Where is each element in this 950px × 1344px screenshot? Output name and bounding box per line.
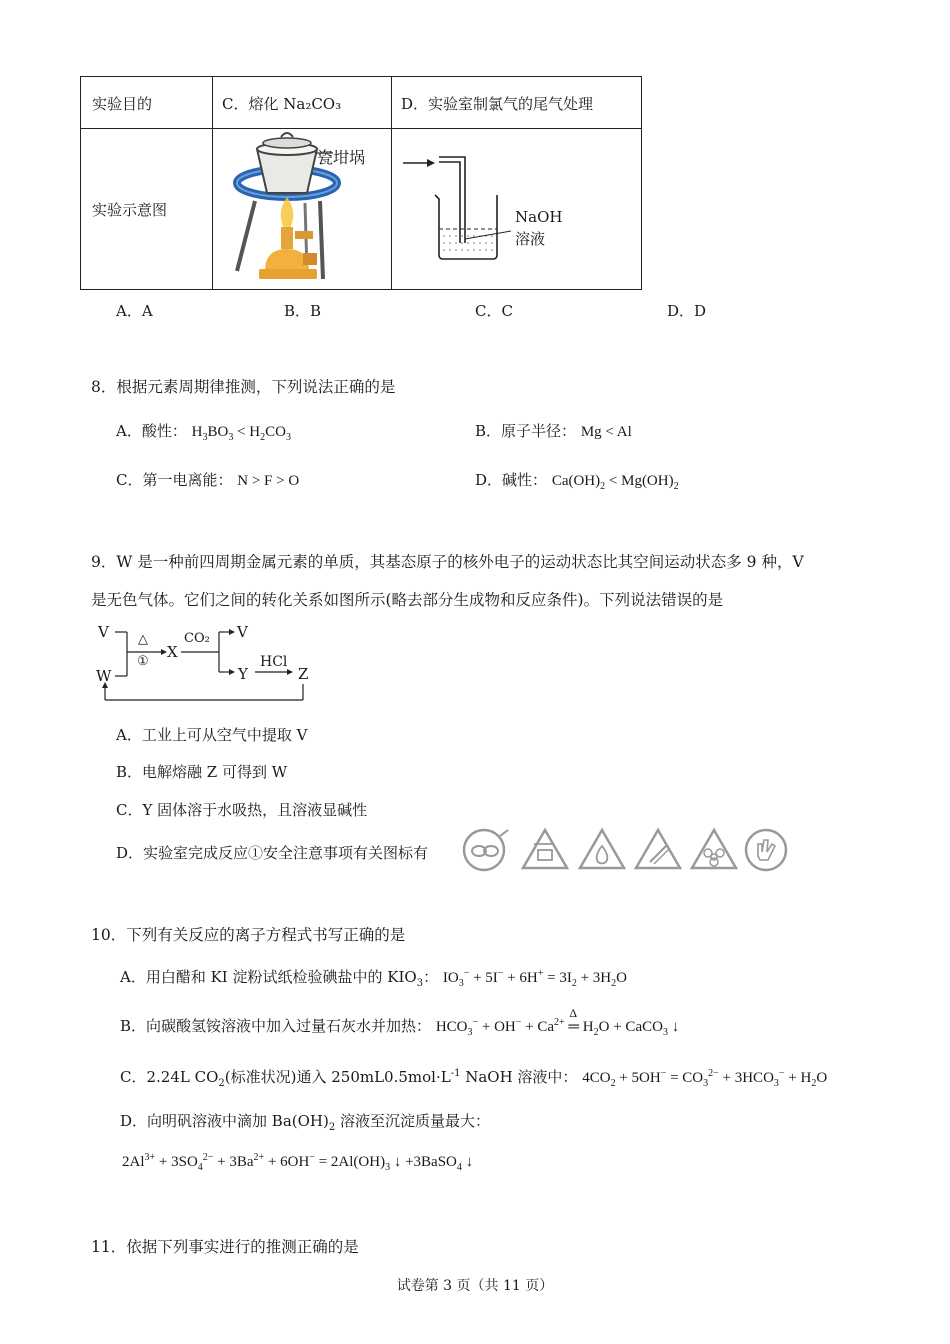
experiment-table	[80, 76, 642, 290]
node-z: Z	[298, 665, 309, 683]
q10-stem: 10．下列有关反应的离子方程式书写正确的是	[91, 926, 406, 944]
node-x: X	[167, 643, 178, 661]
q8-option-c-prefix: C．第一电离能：	[116, 471, 233, 489]
hot-surface-icon	[636, 830, 680, 868]
q10-option-d-text-2: 溶液至沉淀质量最大：	[335, 1112, 490, 1130]
ventilation-icon	[692, 830, 736, 868]
q9-stem-line2: 是无色气体。它们之间的转化关系如图所示(略去部分生成物和反应条件)。下列说法错误的是	[91, 591, 724, 609]
q9-stem-line1: 9．W 是一种前四周期金属元素的单质，其基态原子的核外电子的运动状态比其空间运动状态多 9 种，V	[91, 553, 804, 571]
q10-option-d-text: D．向明矾溶液中滴加 Ba(OH)	[120, 1112, 329, 1130]
q10-option-d-equation: $2Al^{3+} + 3SO_4^{2-} + 3Ba^{2+} + 6OH^- = 2Al(OH)_3$ ↓ +3BaSO$_4$ ↓	[122, 1152, 474, 1173]
beaker-absorption-image	[399, 143, 519, 263]
q9-option-b: B．电解熔融 Z 可得到 W	[116, 763, 288, 781]
solution-label: 溶液	[515, 230, 546, 248]
q8-option-a	[116, 420, 291, 443]
crucible-label: 瓷坩埚	[317, 148, 366, 167]
q10-option-b-equation: $HCO_3^- + OH^- + Ca^{2+}$ ═ Δ $H_2O$ + CaCO$_3$ ↓	[435, 1006, 680, 1038]
hcl-reagent: HCl	[260, 654, 288, 670]
q10-option-d: D．向明矾溶液中滴加 $Ba(OH)_2$ 溶液至沉淀质量最大：	[120, 1112, 490, 1133]
col-d-header: D．实验室制氯气的尾气处理	[401, 95, 594, 113]
q10-option-c-text-3: NaOH 溶液中：	[460, 1068, 578, 1086]
co2-reagent: CO₂	[184, 631, 210, 646]
q9-option-a: A．工业上可从空气中提取 V	[116, 726, 308, 744]
node-v-product: V	[237, 623, 248, 641]
q10-option-a-equation: $IO_3^- + 5I^- + 6H^+ = 3I_2 + 3H_2O$	[442, 968, 627, 989]
q9-option-d: D．实验室完成反应①安全注意事项有关图标有	[116, 844, 429, 862]
naoh-label: NaOH	[515, 208, 563, 226]
safety-icons-row	[462, 826, 792, 874]
q8-option-c-formula: N > F > O	[237, 473, 300, 489]
col-c-header: C．熔化 Na₂CO₃	[222, 95, 342, 113]
goggles-icon	[464, 830, 508, 870]
q7-option-b: B．B	[284, 302, 322, 320]
q8-option-b-formula: Mg < Al	[580, 424, 632, 440]
q8-stem: 8．根据元素周期律推测，下列说法正确的是	[91, 378, 396, 396]
q10-option-a: A．用白醋和 KI 淀粉试纸检验碘盐中的 $KIO_3$： $IO_3^- + 5I^- + 6H^+ = 3I_2 + 3H_2O$	[120, 968, 627, 989]
q7-option-c: C．C	[475, 302, 513, 320]
q11-stem: 11．依据下列事实进行的推测正确的是	[91, 1238, 359, 1256]
q7-option-a: A．A	[116, 302, 153, 320]
reaction-flow-diagram	[95, 620, 325, 712]
page-footer: 试卷第 3 页（共 11 页）	[396, 1278, 554, 1294]
row-label-purpose: 实验目的	[92, 95, 153, 113]
q7-option-d: D．D	[667, 302, 707, 320]
q8-option-d	[475, 469, 679, 492]
q8-option-b-prefix: B．原子半径：	[475, 422, 577, 440]
node-y: Y	[238, 665, 248, 683]
flame-icon	[580, 830, 624, 868]
q10-option-a-text: A．用白醋和 KI 淀粉试纸检验碘盐中的 KIO	[120, 968, 417, 986]
q10-option-c-equation: $4CO_2 + 5OH^- = CO_3^{2-} + 3HCO_3^- + H_2O$	[582, 1068, 828, 1089]
q9-option-c: C．Y 固体溶于水吸热，且溶液显碱性	[116, 801, 368, 819]
q8-option-b	[475, 420, 632, 441]
q10-option-c-text-1: C．2.24L CO	[120, 1068, 219, 1086]
q10-option-c-text-2: (标准状况)通入 250mL0.5mol·L	[224, 1068, 451, 1086]
delta-symbol: △	[138, 632, 148, 647]
q10-option-c: C．2.24L $CO_2$(标准状况)通入 $250mL0.5mol\cdot L^{-1}$ NaOH 溶液中： $4CO_2 + 5OH^- = CO_3^{2-} + 3HCO_3^- + H_2O$	[120, 1068, 828, 1089]
reaction-1-marker: ①	[137, 654, 149, 669]
q8-option-d-formula: $Ca(OH)_2 < Mg(OH)_2$	[551, 473, 679, 492]
node-v: V	[98, 623, 109, 641]
q8-option-c	[116, 469, 299, 490]
q10-option-b-text: B．向碳酸氢铵溶液中加入过量石灰水并加热：	[120, 1017, 432, 1035]
node-w: W	[96, 667, 112, 685]
q8-option-a-prefix: A．酸性：	[116, 422, 187, 440]
hand-protection-icon	[746, 830, 786, 870]
q8-option-a-formula: $H_3BO_3 < H_2CO_3$	[191, 424, 291, 443]
q8-option-d-prefix: D．碱性：	[475, 471, 548, 489]
hand-wash-icon	[523, 830, 567, 868]
row-label-diagram: 实验示意图	[92, 201, 168, 219]
q10-option-b	[120, 1006, 680, 1038]
